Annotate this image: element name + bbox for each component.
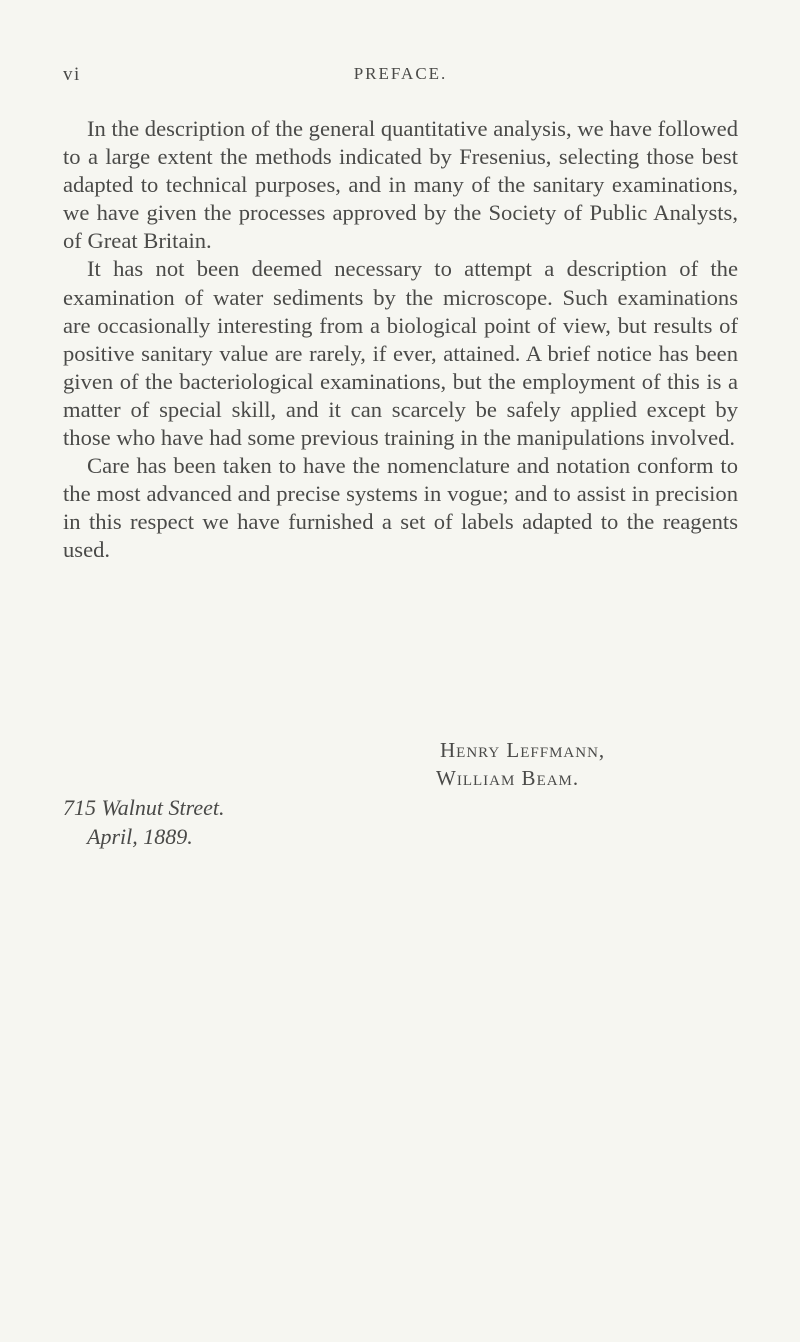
place-line: 715 Walnut Street. xyxy=(63,795,225,820)
signature-block xyxy=(436,736,740,792)
paragraph-2: It has not been deemed necessary to attempt a description of the examination of water sediments by the microscope. Such examinations are occasionally interesting from a biological point of view, but results of positive sanitary value are rarely, if ever, attained. A brief notice has been given of the bacteriological examinations, but the employment of this is a matter of special skill, and it can scarcely be safely applied except by those who have had some previous training in the manipulations involved. xyxy=(63,256,738,451)
running-head-title: PREFACE. xyxy=(353,64,448,83)
author-henry-leffmann: Henry Leffmann, xyxy=(440,738,606,762)
date-line: April, 1889. xyxy=(87,824,193,849)
paragraph-3: Care has been taken to have the nomenclature and notation conform to the most advanced and precise systems in vogue; and to assist in precision in this respect we have furnished a set of labels adapted to the reagents used. xyxy=(63,453,738,563)
running-head xyxy=(63,64,738,94)
preface-body xyxy=(63,115,738,565)
author-william-beam: William Beam. xyxy=(436,766,580,790)
page-number: vi xyxy=(63,64,81,85)
paragraph-1: In the description of the general quantitative analysis, we have followed to a large extent the methods indicated by Fresenius, selecting those best adapted to technical purposes, and in many of the sanitary examinations, we have given the processes approved by the Society of Public Analysts, of Great Britain. xyxy=(63,116,738,254)
